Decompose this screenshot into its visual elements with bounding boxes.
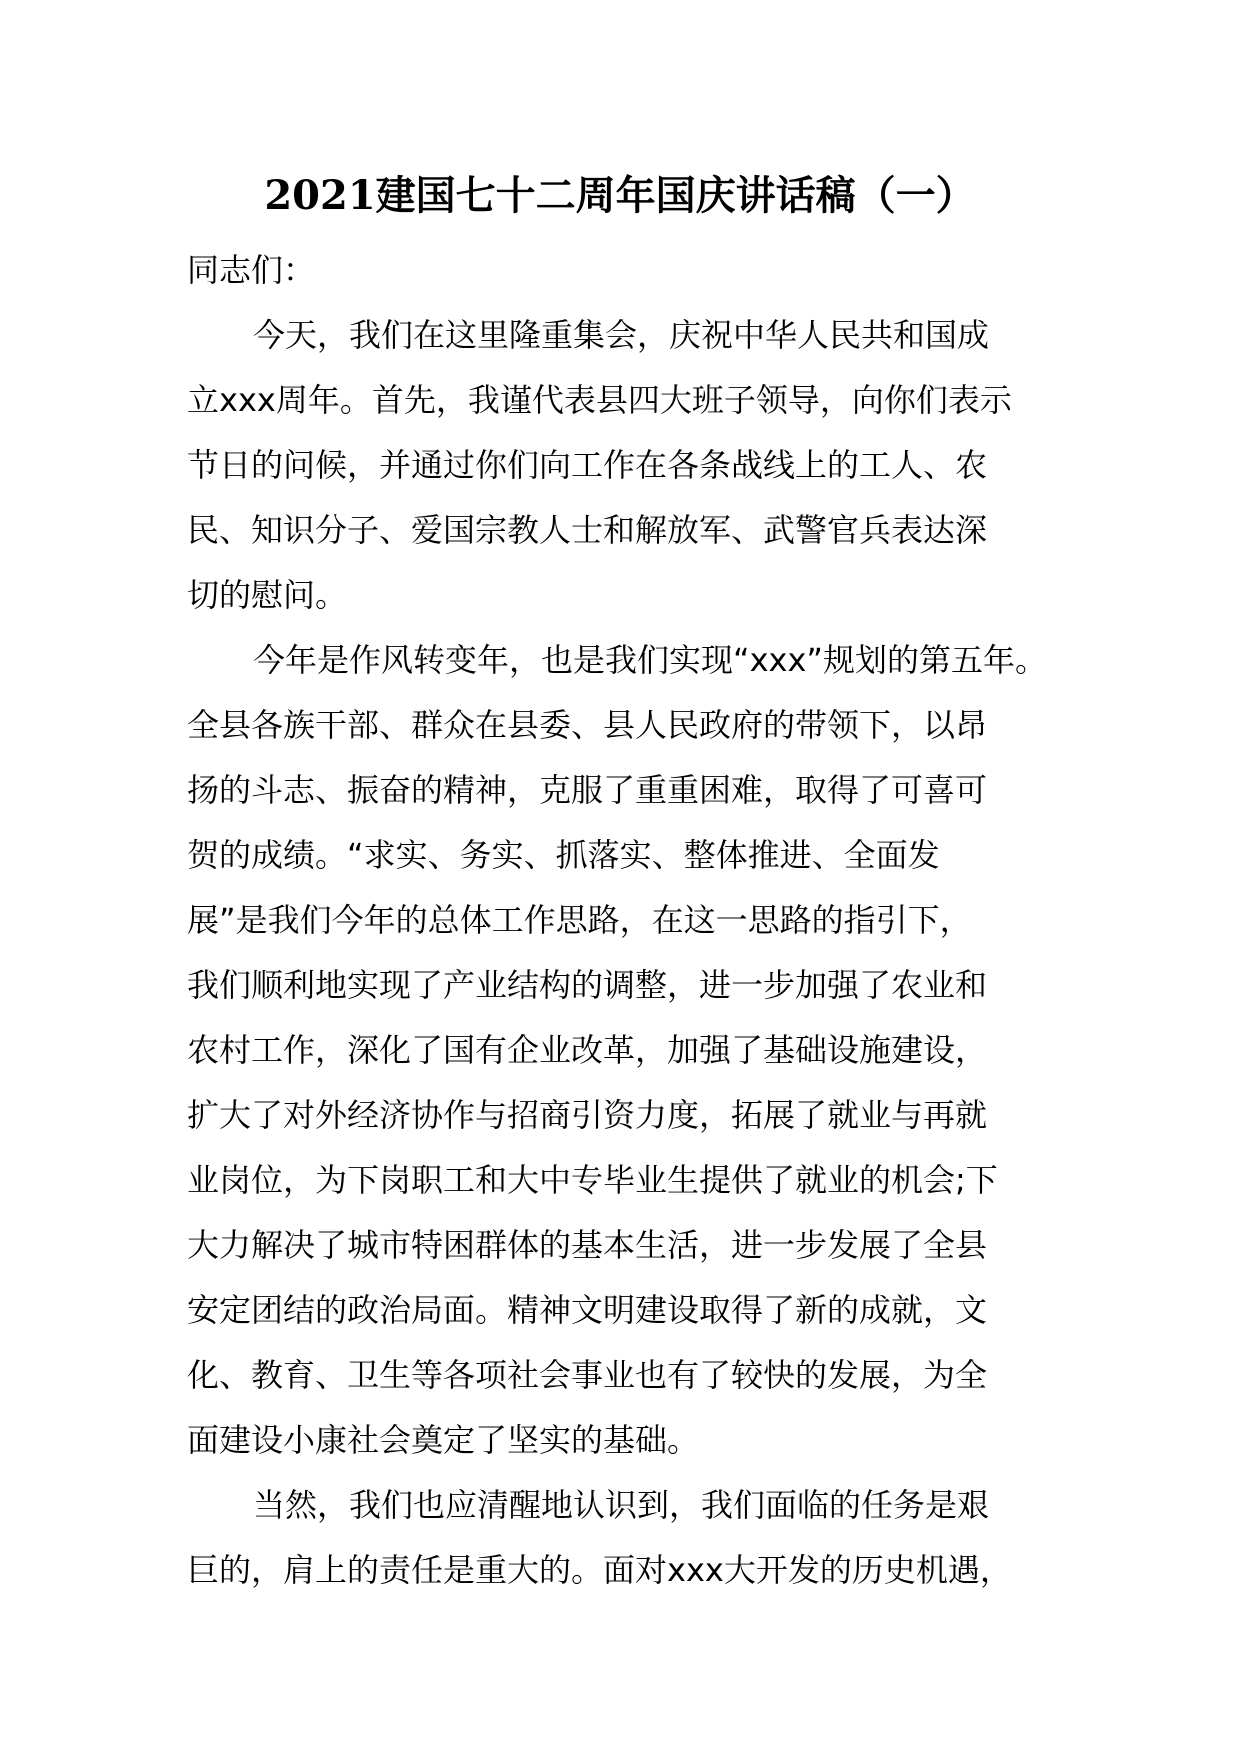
text-line: 立xxx周年。首先，我谨代表县四大班子领导，向你们表示 [187,381,1012,419]
text-line: 当然，我们也应清醒地认识到，我们面临的任务是艰 [253,1486,990,1524]
text-line: 安定团结的政治局面。精神文明建设取得了新的成就，文 [187,1291,988,1329]
text-line: 贺的成绩。“求实、务实、抓落实、整体推进、全面发 [187,836,940,874]
paragraph-2 [187,628,1057,1473]
text-line: 化、教育、卫生等各项社会事业也有了较快的发展，为全 [187,1356,988,1394]
text-line: 巨的，肩上的责任是重大的。面对xxx大开发的历史机遇， [187,1551,1012,1589]
text-line: 业岗位，为下岗职工和大中专毕业生提供了就业的机会;下 [187,1161,998,1199]
text-line: 今天，我们在这里隆重集会，庆祝中华人民共和国成 [253,316,990,354]
text-line: 民、知识分子、爱国宗教人士和解放军、武警官兵表达深 [187,511,988,549]
text-line: 扬的斗志、振奋的精神，克服了重重困难，取得了可喜可 [187,771,988,809]
document-title: 2021建国七十二周年国庆讲话稿（一） [264,172,976,219]
text-line: 扩大了对外经济协作与招商引资力度，拓展了就业与再就 [187,1096,988,1134]
text-line: 节日的问候，并通过你们向工作在各条战线上的工人、农 [187,446,988,484]
greeting: 同志们： [187,251,316,289]
paragraph-3 [187,1473,1057,1603]
paragraph-1 [187,303,1057,628]
text-line: 大力解决了城市特困群体的基本生活，进一步发展了全县 [187,1226,988,1264]
text-line: 农村工作，深化了国有企业改革，加强了基础设施建设， [187,1031,988,1069]
text-line: 全县各族干部、群众在县委、县人民政府的带领下，以昂 [187,706,988,744]
text-line: 面建设小康社会奠定了坚实的基础。 [187,1421,700,1459]
text-line: 切的慰问。 [187,576,348,614]
document-body [187,238,1057,1603]
text-line: 我们顺利地实现了产业结构的调整，进一步加强了农业和 [187,966,988,1004]
text-line: 展”是我们今年的总体工作思路，在这一思路的指引下， [187,901,972,939]
text-line: 今年是作风转变年，也是我们实现“xxx”规划的第五年。 [253,641,1047,679]
